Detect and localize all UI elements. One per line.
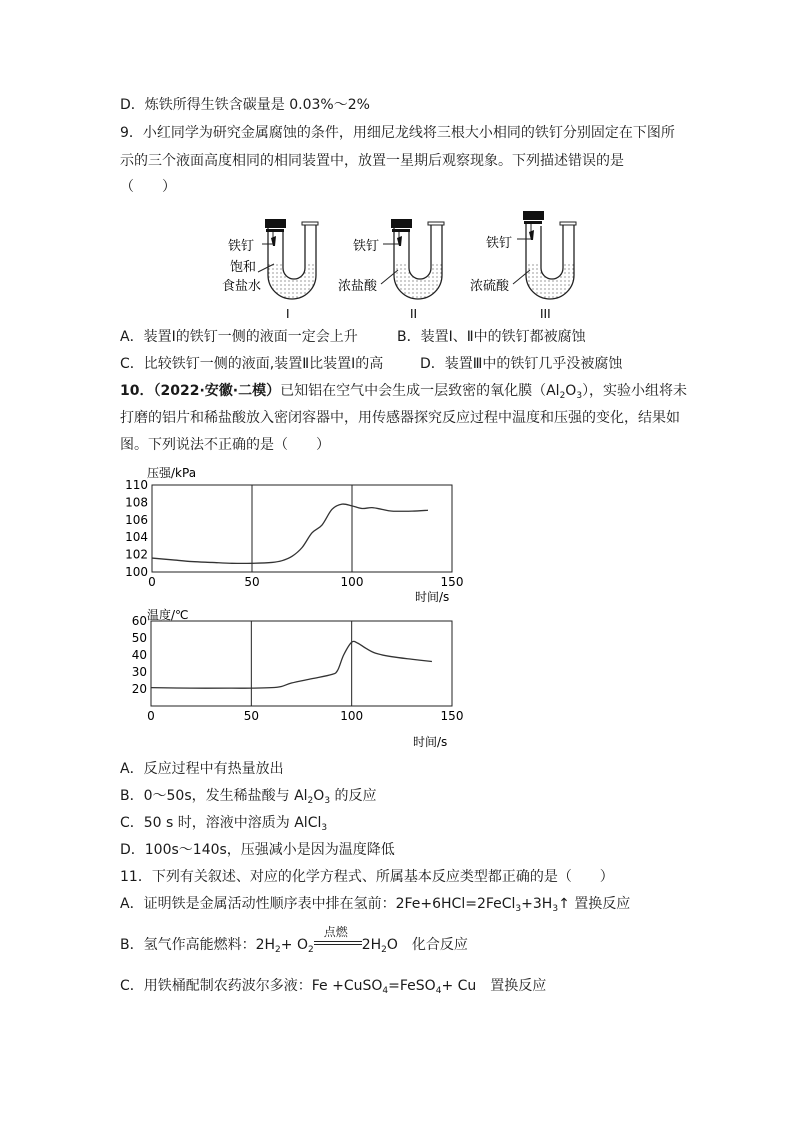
q10-source: （2022·安徽·二模） [153,383,281,399]
q10-option-b-end: 的反应 [330,788,377,804]
q11-option-b-text: B．氢气作高能燃料：2H [120,937,276,953]
q11-sub: 2 [307,945,314,955]
q10-stem-1a: 已知铝在空气中会生成一层致密的氧化膜（Al [280,383,560,399]
q11-option-b-mid: + O [280,937,308,953]
y-tick-label: 110 [125,478,148,492]
q10-option-b [120,786,377,811]
q9-option-b: B．装置Ⅰ、Ⅱ中的铁钉都被腐蚀 [397,329,586,345]
y-tick-label: 108 [125,495,148,510]
y-tick-label: 104 [125,530,148,545]
stopper-3-band [524,221,542,224]
y-tick-label: 30 [131,665,147,679]
q11-option-b-end: O 化合反应 [386,937,468,953]
x-tick-label: 0 [148,575,156,589]
q11-option-c-end: + Cu 置换反应 [441,978,547,994]
u-tube-3-liquid [526,262,574,299]
q10-option-b-sub: 3 [324,796,331,806]
q9-figure [0,0,794,330]
solution-label-3: 浓硫酸 [470,279,510,294]
q10-stem-mid: O [565,383,577,399]
q11-option-a-end: ↑ 置换反应 [558,896,631,912]
tube-3-rim [560,222,576,225]
q11-sub: 2 [381,945,387,955]
q11-sub: 4 [435,986,442,996]
temperature-chart [110,604,490,750]
stopper-3 [523,211,544,220]
q11-option-a-text: A．证明铁是金属活动性顺序表中排在氢前：2Fe+6HCl=2FeCl [120,896,516,912]
q10-sub: 3 [576,391,583,401]
q11-option-c [120,976,546,1001]
pressure-chart [110,460,490,605]
q11-sub: 3 [515,904,522,914]
q9-option-a: A．装置Ⅰ的铁钉一侧的液面一定会上升 [120,329,358,345]
x-tick-label: 150 [440,575,464,589]
q10-option-c-sub: 3 [321,823,328,833]
q10-sub: 2 [559,391,566,401]
nail-label-2: 铁钉 [353,239,380,254]
q10-option-b-mid: O [313,788,325,804]
solution-label-1b: 食盐水 [222,279,262,294]
y-tick-label: 106 [125,512,148,527]
q10-stem-line-3: 图。下列说法不正确的是（ ） [120,437,330,453]
q10-option-c [120,813,327,838]
x-tick-label: 50 [244,575,260,589]
y-tick-label: 20 [131,682,147,696]
nail-label-3: 铁钉 [486,236,513,251]
y-tick-label: 60 [131,614,147,628]
q11-stem: 11．下列有关叙述、对应的化学方程式、所属基本反应类型都正确的是（ ） [120,869,614,885]
solution-label-2: 浓盐酸 [338,279,378,294]
equals-bar-bottom [314,944,362,945]
q11-sub: 2 [275,945,281,955]
q10-stem-line-1 [120,381,687,406]
x-tick-label: 100 [340,709,364,723]
stopper-1 [265,219,286,228]
q9-stem-line-2: 示的三个液面高度相同的相同装置中，放置一星期后观察现象。下列描述错误的是 [120,153,624,169]
q10-option-b-text: B．0～50s，发生稀盐酸与 Al [120,788,308,804]
stopper-1-band [266,229,284,232]
stopper-2-band [392,229,410,232]
x-tick-label: 50 [243,709,259,723]
q11-option-b [120,925,468,960]
y-tick-label: 102 [125,547,148,562]
pressure-series-line [152,504,428,563]
nail-label-1: 铁钉 [228,239,255,254]
apparatus-1 [258,219,318,299]
u-tube-2-liquid [394,262,442,299]
q11-option-b-product: 2H [361,937,382,953]
roman-label-2: II [410,307,418,321]
q10-option-a: A．反应过程中有热量放出 [120,761,284,777]
q8-option-d: D．炼铁所得生铁含碳量是 0.03%～2% [120,97,370,113]
equals-bar-top [314,941,362,942]
q9-answer-blank: （ ） [120,179,176,195]
reaction-condition-label: 点燃 [323,925,348,939]
x-tick-label: 150 [440,709,464,723]
plot-frame [151,621,452,706]
q10-option-b-sub: 2 [307,796,314,806]
solution-label-1a: 饱和 [230,260,257,275]
y-tick-label: 100 [125,565,148,579]
apparatus-3 [513,211,576,299]
q11-sub: 3 [552,904,559,914]
q9-option-d: D．装置Ⅲ中的铁钉几乎没被腐蚀 [420,356,623,372]
roman-label-3: III [540,307,551,321]
q11-option-c-text: C．用铁桶配制农药波尔多液：Fe +CuSO [120,978,383,994]
q11-option-a-mid: +3H [521,896,553,912]
apparatus-2 [381,219,444,299]
reaction-condition [314,925,362,955]
q11-option-a [120,894,630,919]
q10-stem-1b: ），实验小组将未 [582,383,688,399]
roman-label-1: I [286,307,290,321]
q10-option-c-text: C．50 s 时，溶液中溶质为 AlCl [120,815,322,831]
q11-sub: 4 [382,986,389,996]
y-tick-label: 50 [131,631,147,645]
q10-option-d: D．100s～140s，压强减小是因为温度降低 [120,842,395,858]
q9-option-c: C．比较铁钉一侧的液面,装置Ⅱ比装置Ⅰ的高 [120,356,384,372]
tube-1-rim [302,222,318,225]
y-tick-label: 40 [131,648,147,662]
x-tick-label: 0 [147,709,155,723]
stopper-2 [391,219,412,228]
q10-number: 10． [120,383,154,399]
q11-option-c-mid: =FeSO [388,978,436,994]
q9-stem-line-1: 9．小红同学为研究金属腐蚀的条件，用细尼龙线将三根大小相同的铁钉分别固定在下图所 [120,125,675,141]
plot-frame [152,485,452,572]
temperature-series-line [151,641,432,688]
temperature-xlabel: 时间/s [413,735,448,749]
temperature-ylabel: 温度/℃ [147,608,189,622]
q10-stem-line-2: 打磨的铝片和稀盐酸放入密闭容器中，用传感器探究反应过程中温度和压强的变化，结果如 [120,410,680,426]
pressure-ylabel: 压强/kPa [147,466,197,480]
tube-2-rim [428,222,444,225]
pressure-xlabel: 时间/s [415,590,450,604]
x-tick-label: 100 [340,575,364,589]
u-tube-1-liquid [268,262,316,299]
